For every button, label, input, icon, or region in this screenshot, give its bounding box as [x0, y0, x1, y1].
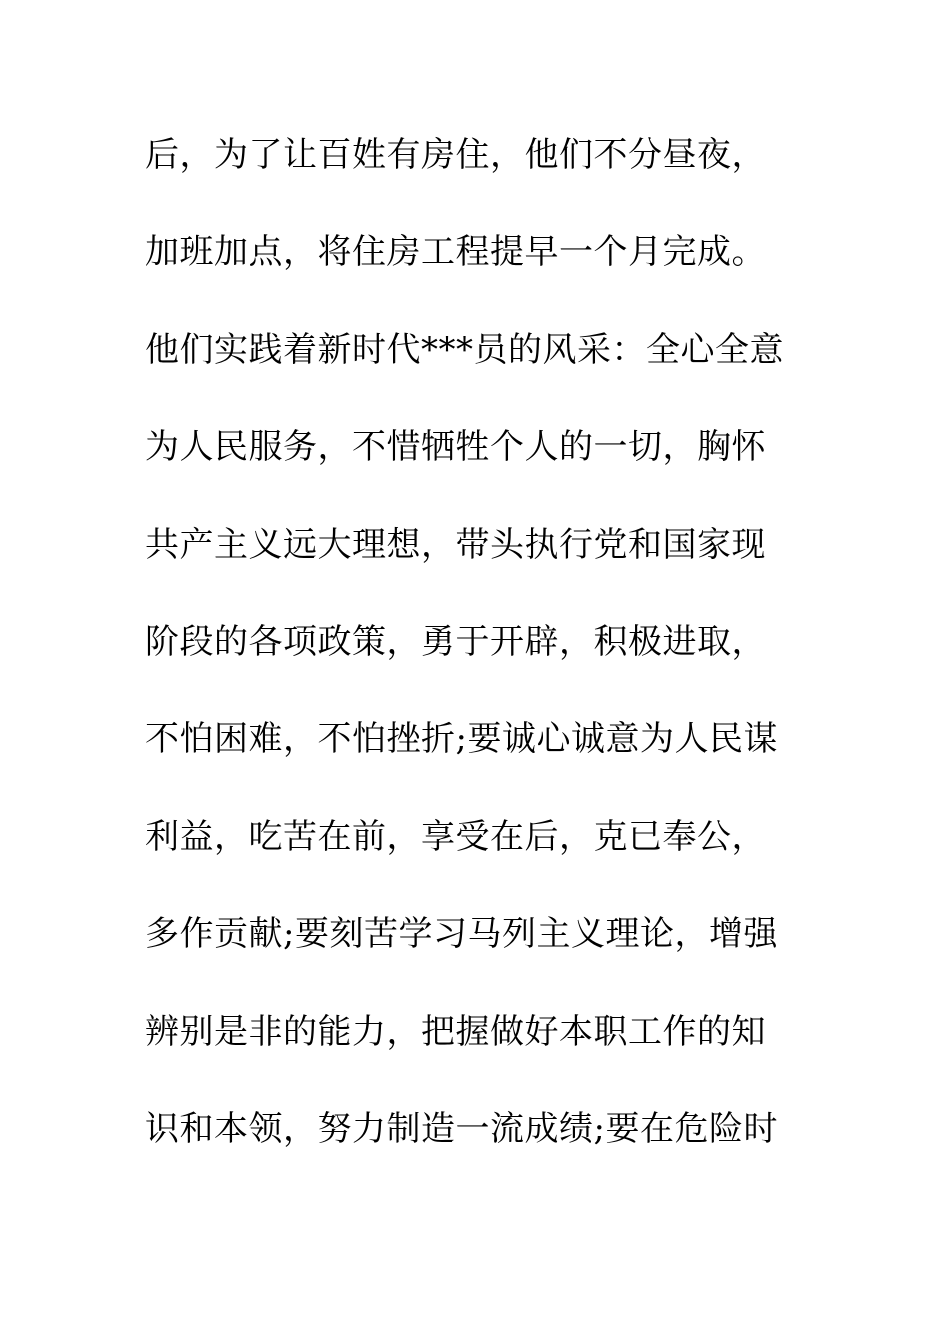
- body-text: [145, 122, 825, 1193]
- text-line: 为人民服务，不惜牺牲个人的一切，胸怀: [145, 427, 766, 468]
- text-line: 多作贡献;要刻苦学习马列主义理论，增强: [145, 914, 778, 955]
- text-line: 后，为了让百姓有房住，他们不分昼夜，: [145, 135, 766, 175]
- text-line: 利益，吃苦在前，享受在后，克已奉公，: [145, 816, 766, 857]
- text-line: 辨别是非的能力，把握做好本职工作的知: [145, 1011, 766, 1052]
- text-line: 不怕困难，不怕挫折;要诚心诚意为人民谋: [145, 719, 778, 760]
- text-line: 共产主义远大理想，带头执行党和国家现: [145, 524, 766, 565]
- text-line: 他们实践着新时代***员的风采：全心全意: [145, 329, 784, 370]
- text-line: 阶段的各项政策，勇于开辟，积极进取，: [145, 621, 766, 662]
- text-line: 加班加点，将住房工程提早一个月完成。: [145, 232, 766, 273]
- text-line: 识和本领，努力制造一流成绩;要在危险时: [145, 1108, 778, 1149]
